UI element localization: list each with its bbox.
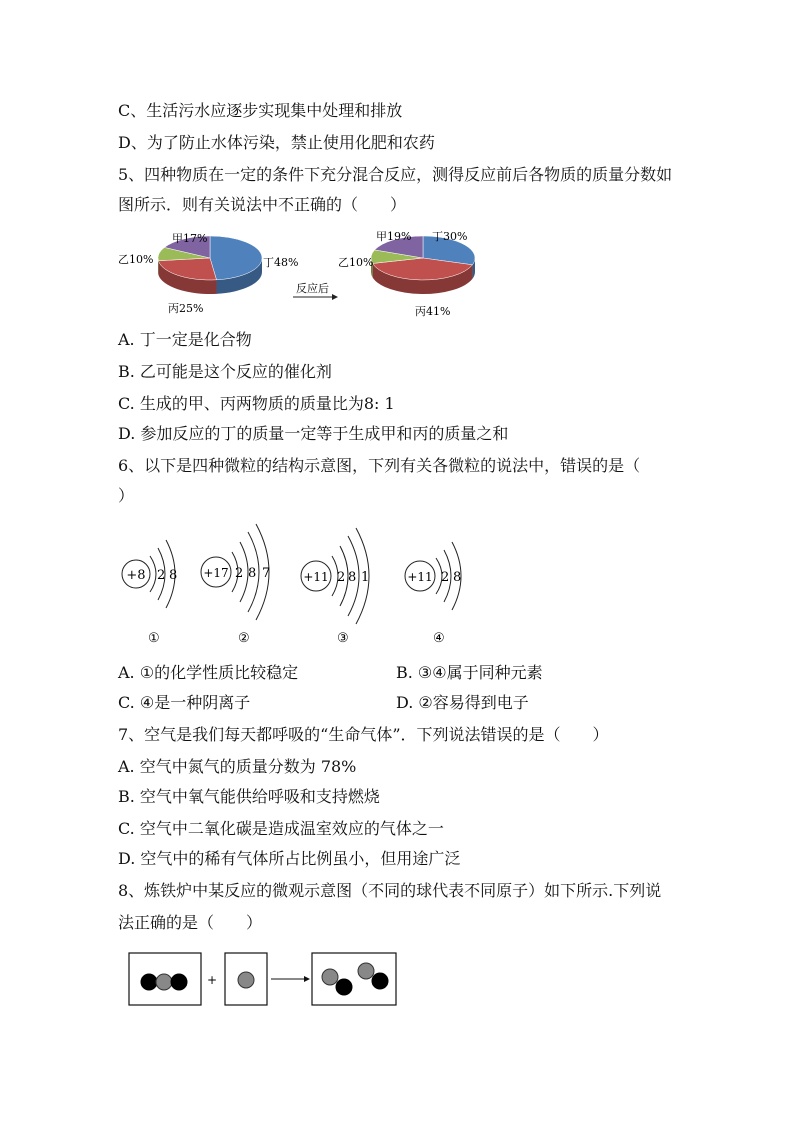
atom-gray [156,974,172,990]
q6-option-d: D. ②容易得到电子 [396,693,529,712]
atom-2-shell-1: 2 [235,566,244,581]
after-label-bing: 丙41% [415,305,451,318]
atom-1-nucleus: +8 [126,568,146,583]
q8-stem-line-1: 8、炼铁炉中某反应的微观示意图（不同的球代表不同原子）如下所示.下列说 [118,881,662,900]
q7-option-b: B. 空气中氧气能供给呼吸和支持燃烧 [118,787,380,806]
atom-3-shell-1: 2 [337,570,346,585]
after-label-yi: 乙10% [338,256,374,269]
reaction-arrow-head [332,294,338,300]
atom-2-nucleus: +17 [203,566,229,580]
reaction-arrow-head [304,976,310,982]
q8-stem-line-2: 法正确的是（ ） [118,913,263,932]
atom-black [372,973,388,989]
atom-gray [322,969,338,985]
atom-gray [358,963,374,979]
atom-4-shell-2: 8 [453,570,462,585]
atom-1-label: ① [148,631,160,646]
pie-charts-figure [110,222,490,322]
q5-option-a: A. 丁一定是化合物 [118,330,252,349]
q6-option-b: B. ③④属于同种元素 [396,663,543,682]
before-label-yi: 乙10% [118,253,154,266]
q6-stem-line-2: ） [118,486,135,505]
after-label-jia: 甲19% [376,230,412,243]
pie-after [371,236,475,294]
atom-2-label: ② [238,631,250,646]
reaction-diagram-svg [128,952,400,1010]
atom-diagram-4 [405,542,461,646]
atom-black [336,979,352,995]
atom-3-nucleus: +11 [303,570,329,584]
atom-2-shell-3: 7 [262,566,271,581]
atom-1-shell-arc [150,556,156,592]
plus-sign: + [207,973,218,987]
atom-1-shell-2: 8 [169,568,178,583]
q6-option-c: C. ④是一种阴离子 [118,693,251,712]
atom-diagram-2 [201,524,270,646]
atom-black [171,974,187,990]
q7-option-d: D. 空气中的稀有气体所占比例虽小，但用途广泛 [118,849,461,868]
atom-1-shell-1: 2 [157,568,166,583]
q6-option-a: A. ①的化学性质比较稳定 [118,663,299,682]
before-label-ding: 丁48% [263,256,299,269]
atom-4-nucleus: +11 [407,570,433,584]
atom-black [141,974,157,990]
q5-option-c: C. 生成的甲、丙两物质的质量比为8: 1 [118,394,395,413]
q5-stem-line-1: 5、四种物质在一定的条件下充分混合反应，测得反应前后各物质的质量分数如 [118,165,673,184]
atom-3-shell-2: 8 [348,570,357,585]
q7-option-a: A. 空气中氮气的质量分数为 78% [118,757,357,776]
atom-diagram-3 [301,528,369,646]
atom-gray [238,972,254,988]
reaction-diagram-figure [128,952,400,1010]
q7-stem: 7、空气是我们每天都呼吸的“生命气体”．下列说法错误的是（ ） [118,725,609,744]
before-label-jia: 甲17% [172,232,208,245]
atom-3-shell-3: 1 [361,570,370,585]
arrow-label: 反应后 [296,282,329,295]
q7-option-c: C. 空气中二氧化碳是造成温室效应的气体之一 [118,819,444,838]
q5-stem-line-2: 图所示．则有关说法中不正确的（ ） [118,195,407,214]
after-label-ding: 丁30% [432,230,468,243]
atom-3-label: ③ [337,631,349,646]
atom-diagrams-svg [110,520,490,650]
before-label-bing: 丙25% [168,302,204,315]
atom-2-shell-2: 8 [248,566,257,581]
atom-4-label: ④ [433,631,445,646]
q4-option-d: D、为了防止水体污染，禁止使用化肥和农药 [118,133,435,152]
q5-option-b: B. 乙可能是这个反应的催化剂 [118,362,332,381]
atom-diagram-1 [122,540,177,646]
q5-option-d: D. 参加反应的丁的质量一定等于生成甲和丙的质量之和 [118,424,509,443]
atom-diagrams-figure [110,520,490,650]
pie-charts-svg [110,222,490,322]
q6-stem-line-1: 6、以下是四种微粒的结构示意图，下列有关各微粒的说法中，错误的是（ [118,456,641,475]
q4-option-c: C、生活污水应逐步实现集中处理和排放 [118,101,403,120]
atom-4-shell-1: 2 [441,570,450,585]
